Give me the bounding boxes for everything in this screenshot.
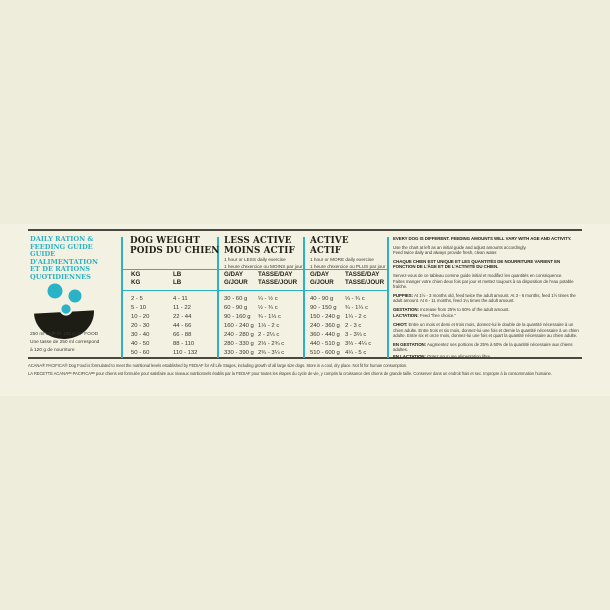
note-text: Feed twice daily and always provide fresh, clean water. bbox=[393, 250, 498, 256]
note-en-lactation bbox=[393, 354, 583, 360]
subtitle-line: 1 hour or LESS daily exercise bbox=[224, 257, 286, 262]
table-cell: 440 - 510 g bbox=[310, 340, 340, 347]
table-cell: 110 - 132 bbox=[173, 349, 198, 356]
footnote-fr: LA RECETTE ACANAᴹᴰ PACIFICAᴹᴰ pour chiens est formulée pour satisfaire aux niveaux nutritionnels établis par la FEDIAF pour toutes les étapes du cycle de vie, y compris la croissance des chiens de grande taille. Conserver dans un endroit frais et sec. Impropre à la consommation humaine. bbox=[28, 370, 552, 376]
table-cell: 2 - 2⅓ c bbox=[258, 331, 280, 338]
table-cell: 330 - 390 g bbox=[224, 349, 254, 356]
note-label: EN GESTATION: bbox=[393, 341, 427, 347]
table-cell: 22 - 44 bbox=[173, 313, 192, 320]
table-cell: 160 - 240 g bbox=[224, 322, 254, 329]
table-cell: 280 - 330 g bbox=[224, 340, 254, 347]
table-cell: 30 - 40 bbox=[131, 331, 150, 338]
subtitle-line: 1 heure d'exercice ou PLUS par jour bbox=[310, 264, 386, 270]
cup-note-line: Une tasse de 250 ml correspond bbox=[30, 340, 100, 345]
table-cell: 510 - 600 g bbox=[310, 349, 340, 356]
table-cell: 3 - 3⅔ c bbox=[345, 331, 367, 338]
table-cell: 1⅓ - 2 c bbox=[258, 322, 280, 329]
cups-label: TASSE/DAY bbox=[345, 271, 380, 278]
table-cell: ⅓ - ¾ c bbox=[345, 296, 365, 302]
active-subtitle bbox=[310, 256, 385, 271]
header-line: DOG WEIGHT bbox=[130, 236, 200, 246]
grams-label: G/DAY bbox=[310, 271, 330, 278]
note-label: EN LACTATION: bbox=[393, 353, 426, 359]
table-cell: ¾ - 1⅓ c bbox=[258, 313, 281, 320]
kg-label: KG bbox=[131, 278, 141, 286]
note-text: Entre un mois et demi et trois mois, donnez-lui le double de la quantité nécessaire à un chien adulte. Entre trois et six mois, donnez-lui une fois et demie la quantité nécessaire à un chien adulte. Entre six et onze mois, donnez-lui une fois et quart la quantité nécessaire au chien adulte. bbox=[393, 322, 579, 339]
header-line: ACTIF bbox=[310, 245, 342, 256]
note-label: PUPPIES: bbox=[393, 292, 414, 298]
note-heading-text: EVERY DOG IS DIFFERENT. FEEDING AMOUNTS WILL VARY WITH AGE AND ACTIVITY. bbox=[393, 236, 572, 241]
note-label: CHIOT: bbox=[393, 322, 408, 328]
table-cell: 40 - 90 g bbox=[310, 296, 334, 302]
active-cups-header bbox=[345, 271, 384, 286]
grams-label: G/JOUR bbox=[224, 278, 248, 286]
active-grams-header bbox=[310, 271, 334, 286]
note-label: GESTATION: bbox=[393, 306, 419, 312]
note-text: Optez pour une alimentation libre. bbox=[427, 353, 492, 359]
top-rule bbox=[28, 229, 582, 231]
note-chiot bbox=[393, 322, 583, 339]
table-cell: 4¼ - 5 c bbox=[345, 349, 367, 356]
feeding-guide-title bbox=[30, 236, 124, 282]
less-active-grams-header bbox=[224, 271, 248, 286]
table-cell: ¾ - 1¼ c bbox=[345, 304, 368, 311]
note-en-heading bbox=[393, 236, 583, 242]
note-text: Increase from 25% to 50% of the adult amount. bbox=[420, 306, 510, 312]
cups-label: TASSE/JOUR bbox=[258, 278, 298, 286]
header-line: LESS ACTIVE bbox=[224, 236, 292, 246]
table-cell: 40 - 50 bbox=[131, 340, 150, 347]
note-lactation bbox=[393, 313, 583, 319]
note-text: Feed "free choice." bbox=[419, 313, 456, 319]
note-text: Servez-vous de ce tableau comme guide initial et modifiez les quantités en conséquence. bbox=[393, 273, 563, 279]
table-cell: 4 - 11 bbox=[173, 296, 188, 302]
lb-label: LB bbox=[173, 271, 182, 278]
title-line: QUOTIDIENNES bbox=[30, 272, 91, 281]
table-cell: 90 - 150 g bbox=[310, 304, 337, 311]
table-cell: 20 - 30 bbox=[131, 322, 150, 329]
grams-label: G/DAY bbox=[224, 271, 244, 278]
note-text: Faites manger votre chien deux fois par jour et mettez toujours à sa disposition de l'eau potable fraîche. bbox=[393, 278, 574, 290]
lb-column-header bbox=[173, 271, 181, 286]
table-cell: 240 - 280 g bbox=[224, 331, 254, 338]
note-label: LACTATION: bbox=[393, 313, 419, 319]
footnotes bbox=[28, 362, 584, 377]
table-cell: 50 - 60 bbox=[131, 349, 150, 356]
footnote-en: ACANA® PACIFICA® Dog Food is formulated to meet the nutritional levels established by FEDIAF for All Life Stages, including growth of all large size dogs. Store in a cool, dry place. Not fit for human consumption. bbox=[28, 363, 408, 368]
table-cell: 66 - 88 bbox=[173, 331, 192, 338]
table-cell: 150 - 240 g bbox=[310, 313, 340, 320]
cups-label: TASSE/DAY bbox=[258, 271, 293, 278]
title-line: FEEDING GUIDE bbox=[30, 242, 93, 251]
subheader-bottom-line bbox=[121, 290, 387, 291]
note-puppies bbox=[393, 293, 583, 304]
title-line: DAILY RATION & bbox=[30, 235, 94, 243]
cups-label: TASSE/JOUR bbox=[345, 278, 385, 286]
lb-label: LB bbox=[173, 278, 182, 286]
less-active-subtitle bbox=[224, 256, 303, 271]
table-cell: 2 - 3 c bbox=[345, 322, 362, 329]
table-cell: 11 - 22 bbox=[173, 304, 191, 311]
less-active-cups-header bbox=[258, 271, 297, 286]
cup-note-line: 250 ml CUP IS 120 g OF FOOD bbox=[30, 332, 99, 337]
table-cell: 5 - 10 bbox=[131, 304, 147, 311]
table-cell: 3⅔ - 4¼ c bbox=[345, 340, 372, 347]
table-cell: 90 - 160 g bbox=[224, 313, 251, 320]
table-cell: 360 - 440 g bbox=[310, 331, 340, 338]
grams-label: G/JOUR bbox=[310, 278, 334, 286]
table-cell: ½ - ¾ c bbox=[258, 304, 278, 311]
active-header bbox=[310, 237, 349, 256]
note-en-gestation bbox=[393, 342, 583, 353]
header-line: MOINS ACTIF bbox=[224, 245, 295, 256]
table-cell: 30 - 60 g bbox=[224, 296, 248, 302]
table-cell: 60 - 90 g bbox=[224, 304, 248, 311]
table-cell: 1¼ - 2 c bbox=[345, 313, 367, 320]
note-fr-heading bbox=[393, 259, 583, 270]
cup-note-line: à 120 g de nourriture bbox=[30, 348, 75, 353]
note-fr-body bbox=[393, 273, 583, 290]
header-line: ACTIVE bbox=[310, 236, 349, 246]
subtitle-line: 1 hour or MORE daily exercise bbox=[310, 257, 374, 262]
table-cell: 2⅓ - 2¾ c bbox=[258, 340, 285, 347]
table-cell: 240 - 360 g bbox=[310, 322, 340, 329]
table-cell: ¼ - ½ c bbox=[258, 296, 278, 302]
note-heading-text: CHAQUE CHIEN EST UNIQUE ET LES QUANTITÉS DE NOURRITURE VARIENT EN FONCTION DE L'ÂGE ET DE L'ACTIVITÉ DU CHIEN. bbox=[393, 258, 561, 270]
table-cell: 10 - 20 bbox=[131, 313, 150, 320]
less-active-header bbox=[224, 237, 295, 256]
kg-column-header bbox=[131, 271, 140, 286]
header-line: POIDS DU CHIEN bbox=[130, 245, 220, 256]
dog-weight-header bbox=[130, 237, 219, 256]
table-cell: 2¾ - 3¼ c bbox=[258, 349, 285, 356]
note-text: At 1½ - 3 months old, feed twice the adult amount. At 3 - 6 months, feed 1½ times the adult amount. At 6 - 11 months, feed 1¼ times the adult amount. bbox=[393, 292, 576, 304]
table-cell: 88 - 110 bbox=[173, 340, 195, 347]
note-text: Use the chart at left as an initial guide and adjust amounts accordingly. bbox=[393, 244, 527, 250]
subtitle-line: 1 heure d'exercice ou MOINS par jour bbox=[224, 264, 303, 270]
title-line: GUIDE D'ALIMENTATION bbox=[30, 250, 98, 266]
kg-label: KG bbox=[131, 271, 141, 278]
title-line: ET DE RATIONS bbox=[30, 265, 91, 274]
feeding-notes bbox=[393, 236, 583, 363]
note-en-body bbox=[393, 245, 583, 256]
note-gestation bbox=[393, 307, 583, 313]
note-text: Augmentez ses portions de 25% à 50% de la quantité nécessaire aux chiens adultes. bbox=[393, 341, 573, 353]
table-cell: 2 - 5 bbox=[131, 296, 143, 302]
table-cell: 44 - 66 bbox=[173, 322, 192, 329]
